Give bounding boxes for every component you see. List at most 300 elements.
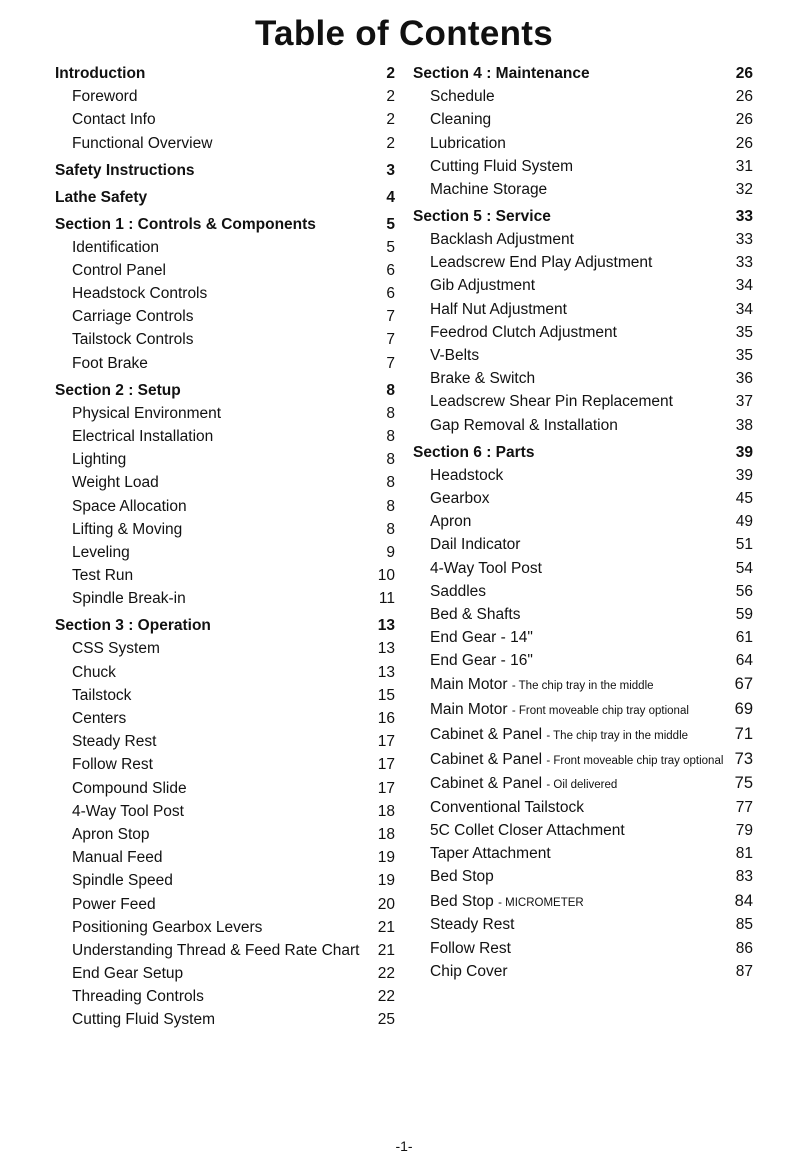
toc-entry-note: - Oil delivered (546, 779, 618, 792)
toc-entry[interactable] (413, 533, 753, 556)
toc-entry-label (55, 823, 150, 846)
toc-entry[interactable] (413, 178, 753, 201)
toc-entry-title: Compound Slide (72, 779, 187, 797)
toc-entry-label (413, 321, 617, 344)
toc-entry-label (413, 649, 533, 672)
toc-entry-title: Lighting (72, 451, 127, 469)
toc-entry[interactable] (413, 298, 753, 321)
toc-entry-title: Schedule (430, 88, 495, 106)
toc-section-heading[interactable] (55, 159, 395, 182)
toc-page-number: 37 (735, 393, 753, 411)
toc-page-number: 71 (734, 724, 753, 743)
toc-entry-title: 5C Collet Closer Attachment (430, 822, 625, 840)
toc-entry-label (55, 425, 213, 448)
toc-entry-label (55, 564, 133, 587)
toc-entry-label (55, 448, 126, 471)
toc-entry-label (55, 236, 159, 259)
toc-page-number: 8 (386, 381, 395, 399)
toc-entry-label (413, 487, 489, 510)
toc-entry[interactable] (55, 684, 395, 707)
toc-entry-label (413, 937, 511, 960)
toc-entry-title: Headstock (430, 466, 504, 484)
toc-entry[interactable] (55, 869, 395, 892)
toc-section-heading[interactable] (55, 379, 395, 402)
toc-entry-label (413, 796, 584, 819)
toc-entry-title: Bed & Shafts (430, 605, 521, 623)
toc-entry[interactable] (413, 819, 753, 842)
toc-entry[interactable] (413, 274, 753, 297)
toc-entry-label (413, 580, 486, 603)
toc-page-number: 26 (735, 134, 753, 152)
toc-page-number: 81 (735, 845, 753, 863)
toc-page-number: 45 (735, 489, 753, 507)
toc-entry[interactable] (413, 487, 753, 510)
toc-page-number: 86 (735, 939, 753, 957)
toc-entry[interactable] (55, 132, 395, 155)
toc-entry-label (413, 205, 551, 228)
toc-entry[interactable] (413, 603, 753, 626)
toc-entry[interactable] (55, 846, 395, 869)
toc-entry-title: Steady Rest (72, 733, 157, 751)
toc-entry-label (413, 626, 533, 649)
toc-entry[interactable] (55, 352, 395, 375)
toc-entry[interactable] (413, 228, 753, 251)
toc-page-number: 33 (735, 207, 753, 225)
toc-entry[interactable] (55, 448, 395, 471)
toc-entry-label (413, 85, 495, 108)
toc-entry-label (55, 108, 156, 131)
toc-entry-title: Contact Info (72, 111, 156, 129)
toc-entry-label (413, 673, 654, 699)
toc-entry-title: 4-Way Tool Post (72, 802, 184, 820)
toc-entry-title: Tailstock Controls (72, 331, 194, 349)
toc-entry-title: Cleaning (430, 111, 492, 129)
toc-entry-title: Cabinet & Panel (430, 725, 543, 743)
toc-page-number: 36 (735, 370, 753, 388)
toc-page-number: 13 (377, 617, 395, 635)
toc-page-number: 64 (735, 652, 753, 670)
toc-entry[interactable] (55, 587, 395, 610)
toc-page-number: 5 (386, 215, 395, 233)
toc-entry[interactable] (413, 722, 753, 747)
toc-entry-title: Half Nut Adjustment (430, 300, 567, 318)
toc-entry[interactable] (55, 777, 395, 800)
toc-page-number: 8 (386, 428, 395, 445)
toc-entry[interactable] (55, 518, 395, 541)
toc-entry-title: Cabinet & Panel (430, 775, 543, 793)
toc-entry-title: Electrical Installation (72, 428, 214, 445)
toc-entry-label (55, 753, 153, 776)
toc-entry-label (55, 869, 173, 892)
toc-page-number: 8 (386, 404, 395, 422)
toc-page-number: 8 (386, 520, 395, 538)
toc-entry-title: Understanding Thread & Feed Rate Chart (72, 941, 360, 959)
toc-section-heading[interactable] (413, 205, 753, 228)
toc-entry-note: - The chip tray in the middle (511, 680, 654, 693)
toc-entry[interactable] (55, 962, 395, 985)
toc-section-heading[interactable] (55, 213, 395, 236)
toc-entry-title: Lifting & Moving (72, 520, 183, 538)
toc-page-number: 31 (735, 157, 753, 175)
toc-page-number: 83 (735, 868, 753, 886)
toc-page-number: 21 (377, 941, 395, 959)
toc-entry-label (55, 846, 162, 869)
toc-page-number: 4 (386, 188, 395, 206)
toc-entry-title: Introduction (55, 65, 146, 82)
toc-page-number: 33 (735, 231, 753, 249)
toc-entry[interactable] (55, 305, 395, 328)
toc-page-number: 15 (377, 686, 395, 704)
toc-entry[interactable] (413, 796, 753, 819)
toc-entry[interactable] (413, 414, 753, 437)
toc-entry[interactable] (413, 108, 753, 131)
toc-page-number: 38 (735, 416, 753, 434)
toc-entry[interactable] (413, 937, 753, 960)
toc-entry-title: Machine Storage (430, 180, 548, 198)
toc-entry-title: Weight Load (72, 474, 159, 492)
toc-entry-label (55, 132, 212, 155)
toc-entry-note: - Front moveable chip tray optional (511, 705, 689, 718)
toc-entry-label (413, 251, 652, 274)
toc-entry[interactable] (55, 823, 395, 846)
toc-entry-title: Feedrod Clutch Adjustment (430, 323, 617, 341)
toc-page-number: 67 (734, 675, 753, 694)
toc-entry-title: Gap Removal & Installation (430, 416, 618, 434)
toc-entry[interactable] (55, 661, 395, 684)
toc-entry-title: Chuck (72, 663, 116, 681)
toc-entry-label (55, 637, 160, 660)
toc-entry[interactable] (55, 939, 395, 962)
toc-page-number: 26 (735, 88, 753, 106)
toc-entry-label (413, 748, 723, 774)
toc-entry-label (55, 985, 204, 1008)
toc-page-number: 20 (377, 895, 395, 913)
toc-entry-note: - Front moveable chip tray optional (546, 754, 724, 767)
toc-entry[interactable] (55, 916, 395, 939)
toc-page-number: 51 (735, 536, 753, 554)
toc-section-heading[interactable] (55, 614, 395, 637)
toc-page-number: 56 (735, 582, 753, 600)
toc-entry[interactable] (55, 800, 395, 823)
toc-entry-label (413, 367, 535, 390)
toc-entry-title: Main Motor (430, 701, 508, 719)
toc-entry[interactable] (55, 471, 395, 494)
toc-entry[interactable] (55, 753, 395, 776)
toc-entry[interactable] (413, 626, 753, 649)
toc-entry[interactable] (413, 251, 753, 274)
toc-entry-title: Carriage Controls (72, 308, 194, 326)
toc-page-number: 2 (386, 134, 395, 152)
toc-entry[interactable] (55, 707, 395, 730)
toc-entry-label (413, 819, 625, 842)
toc-entry-label (413, 464, 503, 487)
toc-page-number: 17 (377, 733, 395, 751)
toc-entry-title: Taper Attachment (430, 845, 551, 863)
toc-entry-label (413, 298, 567, 321)
toc-entry-title: Spindle Speed (72, 872, 173, 890)
toc-page-number: 22 (377, 988, 395, 1006)
toc-entry-title: Section 4 : Maintenance (413, 65, 590, 82)
toc-page-number: 69 (734, 700, 753, 719)
toc-entry-label (55, 471, 159, 494)
toc-entry-title: Bed Stop (430, 868, 494, 886)
toc-page-number: 22 (377, 965, 395, 983)
toc-entry-label (55, 186, 147, 209)
toc-entry-title: Physical Environment (72, 404, 222, 422)
toc-section-heading[interactable] (55, 186, 395, 209)
toc-page-number: 8 (386, 497, 395, 515)
toc-entry-title: Brake & Switch (430, 370, 536, 388)
toc-entry-label (55, 962, 183, 985)
toc-page-number: 18 (377, 825, 395, 843)
toc-entry-title: Centers (72, 710, 127, 728)
toc-entry[interactable] (413, 672, 753, 697)
toc-section-heading[interactable] (55, 62, 395, 85)
toc-entry-title: End Gear Setup (72, 965, 184, 983)
toc-entry-title: Functional Overview (72, 134, 213, 152)
toc-entry-label (55, 352, 148, 375)
toc-entry-label (413, 441, 534, 464)
toc-entry[interactable] (55, 985, 395, 1008)
toc-entry-label (55, 328, 193, 351)
toc-entry-label (413, 62, 590, 85)
toc-entry[interactable] (55, 893, 395, 916)
toc-page-number: 21 (377, 918, 395, 936)
toc-entry-title: Foreword (72, 88, 138, 106)
toc-entry-label (55, 305, 193, 328)
toc-entry-title: Spindle Break-in (72, 590, 186, 608)
toc-entry-title: Headstock Controls (72, 285, 208, 303)
toc-entry-label (413, 603, 520, 626)
toc-entry[interactable] (413, 557, 753, 580)
toc-entry-title: Power Feed (72, 895, 156, 913)
toc-page-number: 85 (735, 916, 753, 934)
toc-entry[interactable] (413, 464, 753, 487)
toc-entry-label (55, 1008, 215, 1031)
toc-entry-title: Follow Rest (72, 756, 153, 774)
toc-entry-title: Positioning Gearbox Levers (72, 918, 263, 936)
toc-page-number: 18 (377, 802, 395, 820)
toc-entry-title: Space Allocation (72, 497, 187, 515)
toc-entry[interactable] (55, 495, 395, 518)
toc-entry[interactable] (55, 108, 395, 131)
toc-entry-label (55, 159, 195, 182)
toc-page-number: 35 (735, 323, 753, 341)
toc-entry-label (55, 916, 262, 939)
toc-entry[interactable] (413, 321, 753, 344)
toc-entry[interactable] (413, 85, 753, 108)
toc-page-number: 2 (386, 88, 395, 106)
toc-page-number: 34 (735, 300, 753, 318)
toc-entry-title: End Gear - 16" (430, 652, 533, 670)
toc-entry-title: Leadscrew Shear Pin Replacement (430, 393, 673, 411)
toc-entry[interactable] (413, 510, 753, 533)
toc-entry-title: Leveling (72, 543, 130, 561)
toc-entry-label (55, 259, 166, 282)
toc-entry-label (413, 557, 542, 580)
toc-entry[interactable] (55, 236, 395, 259)
toc-entry-title: Backlash Adjustment (430, 231, 574, 249)
toc-page-number: 10 (377, 567, 395, 585)
toc-entry[interactable] (413, 865, 753, 888)
toc-entry-note: - MICROMETER (498, 896, 584, 909)
toc-page-number: 26 (735, 65, 753, 82)
toc-page-number: 6 (386, 285, 395, 303)
toc-page-number: 7 (386, 331, 395, 349)
toc-entry[interactable] (55, 425, 395, 448)
toc-page-number: 25 (377, 1011, 395, 1029)
toc-entry-label (55, 518, 182, 541)
toc-entry-label (413, 274, 535, 297)
toc-entry-title: Foot Brake (72, 354, 148, 372)
toc-section-heading[interactable] (413, 441, 753, 464)
toc-entry-label (55, 282, 207, 305)
toc-entry[interactable] (55, 85, 395, 108)
toc-entry-title: Identification (72, 238, 160, 256)
toc-entry[interactable] (413, 390, 753, 413)
toc-page-number: 19 (377, 849, 395, 867)
toc-page-number: 7 (386, 308, 395, 326)
toc-entry-title: Apron Stop (72, 825, 150, 843)
toc-entry-label (55, 661, 116, 684)
toc-page-number: 8 (386, 451, 395, 469)
toc-page-number: 19 (377, 872, 395, 890)
toc-page-number: 2 (386, 111, 395, 129)
toc-page-number: 26 (735, 111, 753, 129)
toc-entry-label (413, 178, 547, 201)
toc-entry[interactable] (55, 282, 395, 305)
toc-entry[interactable] (55, 730, 395, 753)
toc-entry-label (55, 402, 221, 425)
toc-entry-title: Main Motor (430, 676, 508, 694)
toc-entry-title: Apron (430, 513, 472, 531)
toc-entry[interactable] (413, 913, 753, 936)
toc-entry-label (55, 684, 131, 707)
toc-page-number: 54 (735, 559, 753, 577)
toc-page-number: 34 (735, 277, 753, 295)
toc-entry-label (413, 723, 688, 749)
toc-entry[interactable] (413, 889, 753, 914)
toc-entry-label (413, 155, 573, 178)
toc-entry-label (55, 495, 187, 518)
toc-page-number: 6 (386, 261, 395, 279)
toc-entry-label (55, 541, 130, 564)
toc-page-number: 87 (735, 962, 753, 980)
toc-entry[interactable] (55, 259, 395, 282)
toc-entry-label (413, 772, 617, 798)
toc-section-heading[interactable] (413, 62, 753, 85)
toc-entry-title: Section 2 : Setup (55, 381, 181, 399)
toc-page-number: 39 (735, 466, 753, 484)
toc-page-number: 16 (377, 710, 395, 728)
toc-entry-title: Bed Stop (430, 892, 494, 910)
toc-entry-title: Conventional Tailstock (430, 798, 584, 816)
toc-entry-label (413, 960, 508, 983)
toc-page-number: 32 (735, 180, 753, 198)
toc-entry[interactable] (55, 1008, 395, 1031)
toc-entry-label (55, 893, 156, 916)
toc-entry[interactable] (413, 580, 753, 603)
toc-left-column (55, 62, 395, 1032)
toc-entry[interactable] (413, 747, 753, 772)
toc-entry[interactable] (413, 697, 753, 722)
toc-entry-label (55, 939, 360, 962)
toc-page-number: 11 (378, 590, 395, 608)
toc-entry-label (55, 614, 211, 637)
toc-entry[interactable] (413, 344, 753, 367)
toc-entry[interactable] (55, 541, 395, 564)
toc-entry-label (413, 108, 491, 131)
toc-page-number: 35 (735, 347, 753, 365)
toc-entry-title: Section 6 : Parts (413, 443, 535, 461)
toc-page-number: 33 (735, 254, 753, 272)
toc-page-number: 49 (735, 513, 753, 531)
toc-entry-title: Leadscrew End Play Adjustment (430, 254, 653, 272)
toc-entry[interactable] (55, 564, 395, 587)
toc-entry[interactable] (413, 155, 753, 178)
toc-entry-label (413, 228, 574, 251)
toc-entry-title: Section 1 : Controls & Components (55, 215, 316, 233)
toc-entry-label (413, 132, 506, 155)
toc-page-number: 84 (734, 891, 753, 910)
toc-entry-note: - The chip tray in the middle (546, 729, 689, 742)
toc-entry-label (413, 913, 514, 936)
toc-entry[interactable] (55, 328, 395, 351)
toc-entry-title: Follow Rest (430, 939, 511, 957)
toc-entry-title: Cutting Fluid System (72, 1011, 215, 1029)
toc-page-number: 7 (386, 354, 395, 372)
toc-entry-label (55, 213, 316, 236)
toc-entry-label (413, 414, 618, 437)
toc-entry-title: Gib Adjustment (430, 277, 536, 295)
toc-entry[interactable] (55, 402, 395, 425)
toc-page-number: 8 (386, 474, 395, 492)
toc-entry-label (55, 707, 126, 730)
toc-entry-label (413, 533, 520, 556)
page-number: -1- (395, 1138, 413, 1154)
toc-page-number: 9 (386, 543, 395, 561)
toc-entry[interactable] (413, 649, 753, 672)
toc-entry[interactable] (413, 842, 753, 865)
toc-entry-label (413, 390, 673, 413)
toc-page-number: 75 (734, 774, 753, 793)
toc-entry[interactable] (413, 367, 753, 390)
toc-entry-label (55, 379, 181, 402)
toc-page-number: 13 (377, 663, 395, 681)
toc-entry-title: V-Belts (430, 347, 480, 365)
toc-page-number: 73 (734, 749, 753, 768)
toc-entry-label (413, 344, 479, 367)
toc-entry-title: Tailstock (72, 686, 132, 704)
toc-entry[interactable] (413, 132, 753, 155)
toc-entry[interactable] (413, 771, 753, 796)
toc-page-number: 79 (735, 822, 753, 840)
toc-entry-title: Steady Rest (430, 916, 515, 934)
toc-entry-title: End Gear - 14" (430, 629, 533, 647)
toc-entry-title: Threading Controls (72, 988, 204, 1006)
toc-entry-title: Lubrication (430, 134, 506, 152)
toc-entry[interactable] (55, 637, 395, 660)
toc-entry-title: Lathe Safety (55, 188, 148, 206)
page-title: Table of Contents (254, 14, 554, 53)
toc-entry-label (55, 62, 145, 85)
toc-page-number: 77 (735, 798, 753, 816)
toc-page-number: 5 (386, 238, 395, 256)
toc-entry-title: Section 5 : Service (413, 207, 551, 225)
toc-page-number: 17 (377, 779, 395, 797)
toc-page-number: 39 (735, 443, 753, 461)
toc-entry[interactable] (413, 960, 753, 983)
